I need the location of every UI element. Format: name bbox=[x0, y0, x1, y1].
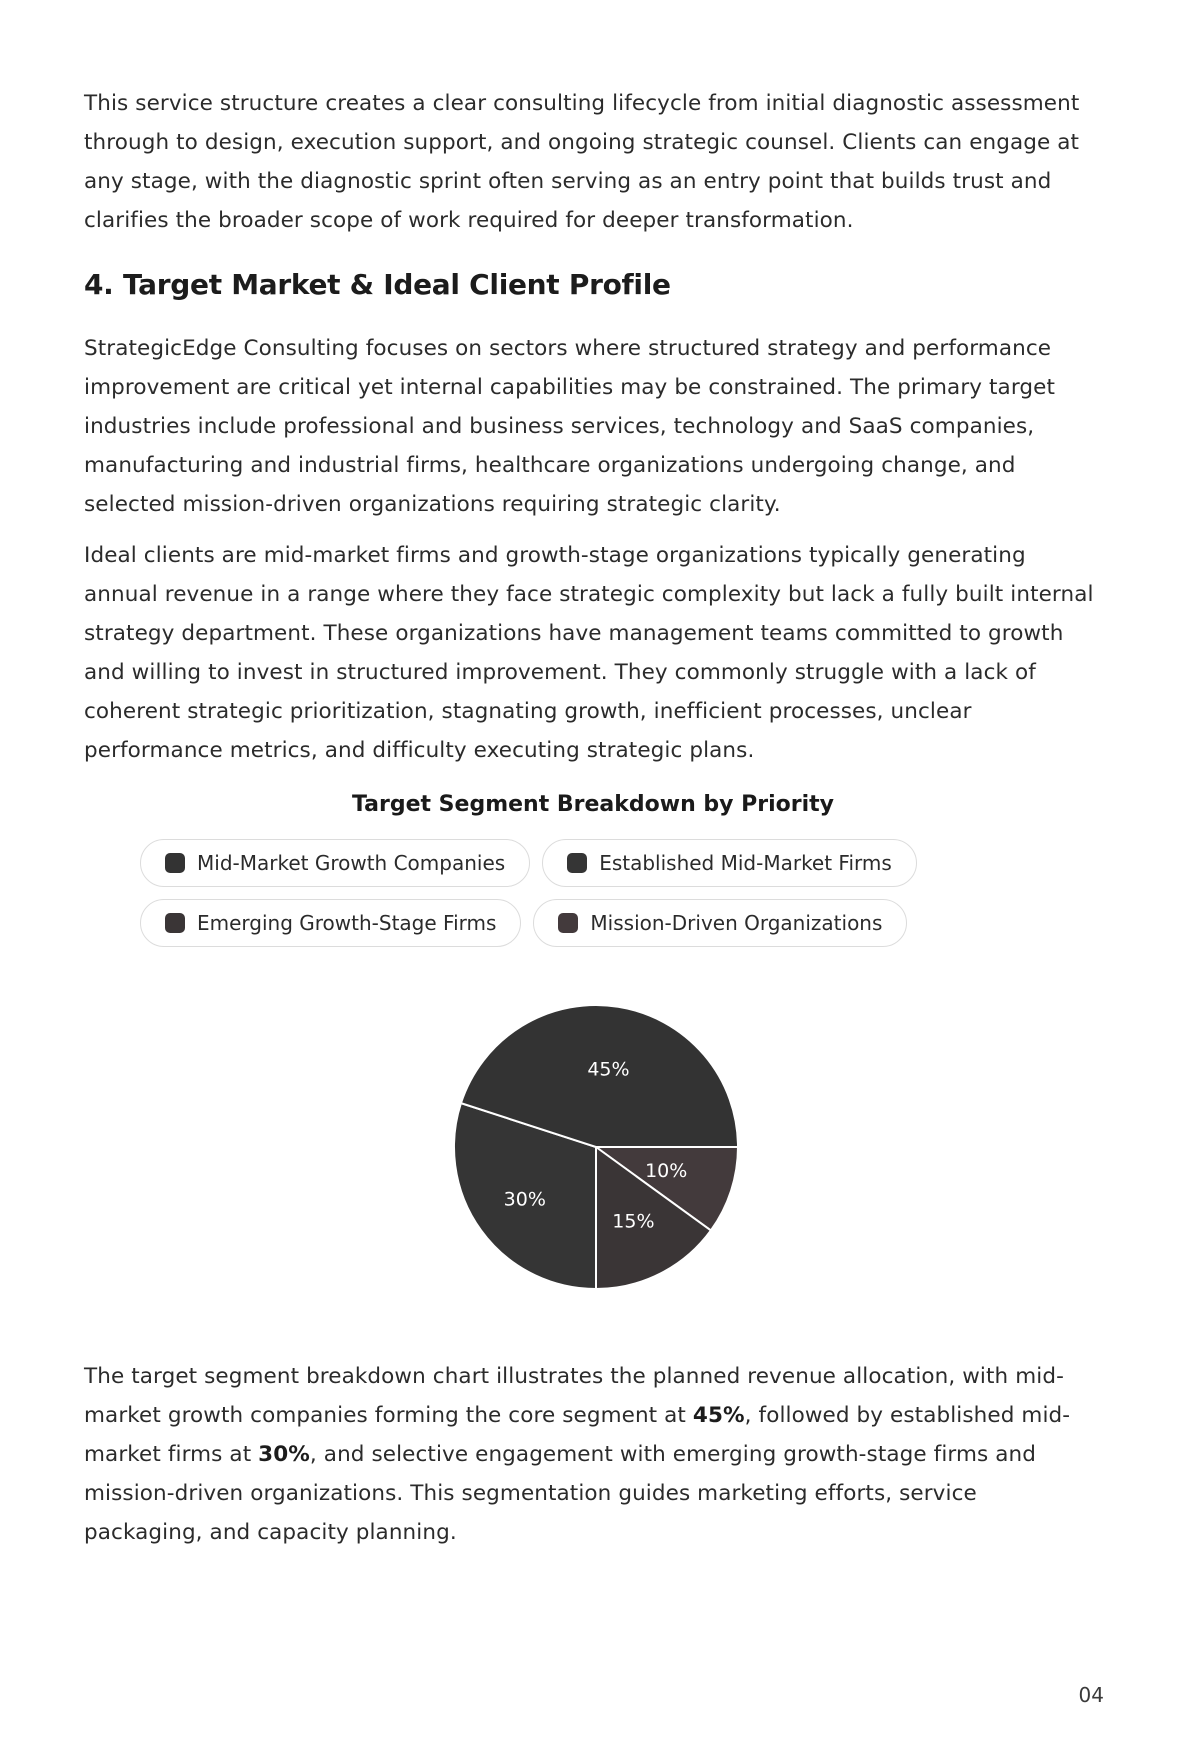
ideal-clients-paragraph: Ideal clients are mid-market firms and growth-stage organizations typically generating annual revenue in a range where they face strategic complexity but lack a fully built internal strategy department. These organizations have management teams committed to growth and willing to invest in structured improvement. They commonly struggle with a lack of coherent strategic prioritization, stagnating growth, inefficient processes, unclear performance metrics, and difficulty executing strategic plans. bbox=[84, 543, 1094, 763]
pie-slice-label: 30% bbox=[503, 1188, 546, 1211]
legend-item-established-mid-market[interactable] bbox=[542, 839, 917, 887]
legend-item-mid-market-growth[interactable] bbox=[140, 839, 530, 887]
pie-slice-label: 10% bbox=[645, 1159, 688, 1182]
intro-paragraph: This service structure creates a clear consulting lifecycle from initial diagnostic assessment through to design, execution support, and ongoing strategic counsel. Clients can engage at any stage, with the diagnostic sprint often serving as an entry point that builds trust and clarifies the broader scope of work required for deeper transformation. bbox=[84, 91, 1080, 233]
legend-item-emerging-growth[interactable] bbox=[140, 899, 521, 947]
summary-text: , and selective engagement with emerging growth-stage firms and mission-driven organizations. This segmentation guides marketing efforts, service packaging, and capacity planning. bbox=[84, 1442, 1036, 1545]
summary-highlight: 45% bbox=[692, 1403, 745, 1428]
pie-slice-label: 15% bbox=[612, 1210, 655, 1233]
sectors-paragraph: StrategicEdge Consulting focuses on sectors where structured strategy and performance improvement are critical yet internal capabilities may be constrained. The primary target industries include professional and business services, technology and SaaS companies, manufacturing and industrial firms, healthcare organizations undergoing change, and selected mission-driven organizations requiring strategic clarity. bbox=[84, 336, 1055, 517]
legend-label: Emerging Growth-Stage Firms bbox=[197, 911, 497, 935]
legend-swatch bbox=[567, 853, 587, 873]
section-heading: 4. Target Market & Ideal Client Profile bbox=[84, 268, 671, 301]
summary-highlight: 30% bbox=[258, 1442, 310, 1467]
page-number: 04 bbox=[1078, 1683, 1104, 1707]
legend-swatch bbox=[558, 913, 578, 933]
legend-label: Established Mid-Market Firms bbox=[599, 851, 892, 875]
pie-slice-label: 45% bbox=[587, 1058, 630, 1081]
chart-title: Target Segment Breakdown by Priority bbox=[351, 792, 835, 817]
legend-swatch bbox=[165, 853, 185, 873]
summary-text: , followed by established mid-market firms at bbox=[84, 1403, 1071, 1467]
summary-text: The target segment breakdown chart illustrates the planned revenue allocation, with mid-market growth companies forming the core segment at bbox=[84, 1364, 1064, 1428]
legend-item-mission-driven[interactable] bbox=[533, 899, 907, 947]
chart-legend bbox=[140, 839, 1000, 947]
pie-chart bbox=[84, 995, 1102, 1295]
document-page bbox=[84, 84, 1102, 1564]
legend-label: Mission-Driven Organizations bbox=[590, 911, 883, 935]
pie-chart-area bbox=[84, 995, 1102, 1295]
legend-label: Mid-Market Growth Companies bbox=[197, 851, 506, 875]
summary-paragraph bbox=[84, 1357, 1102, 1552]
legend-swatch bbox=[165, 913, 185, 933]
